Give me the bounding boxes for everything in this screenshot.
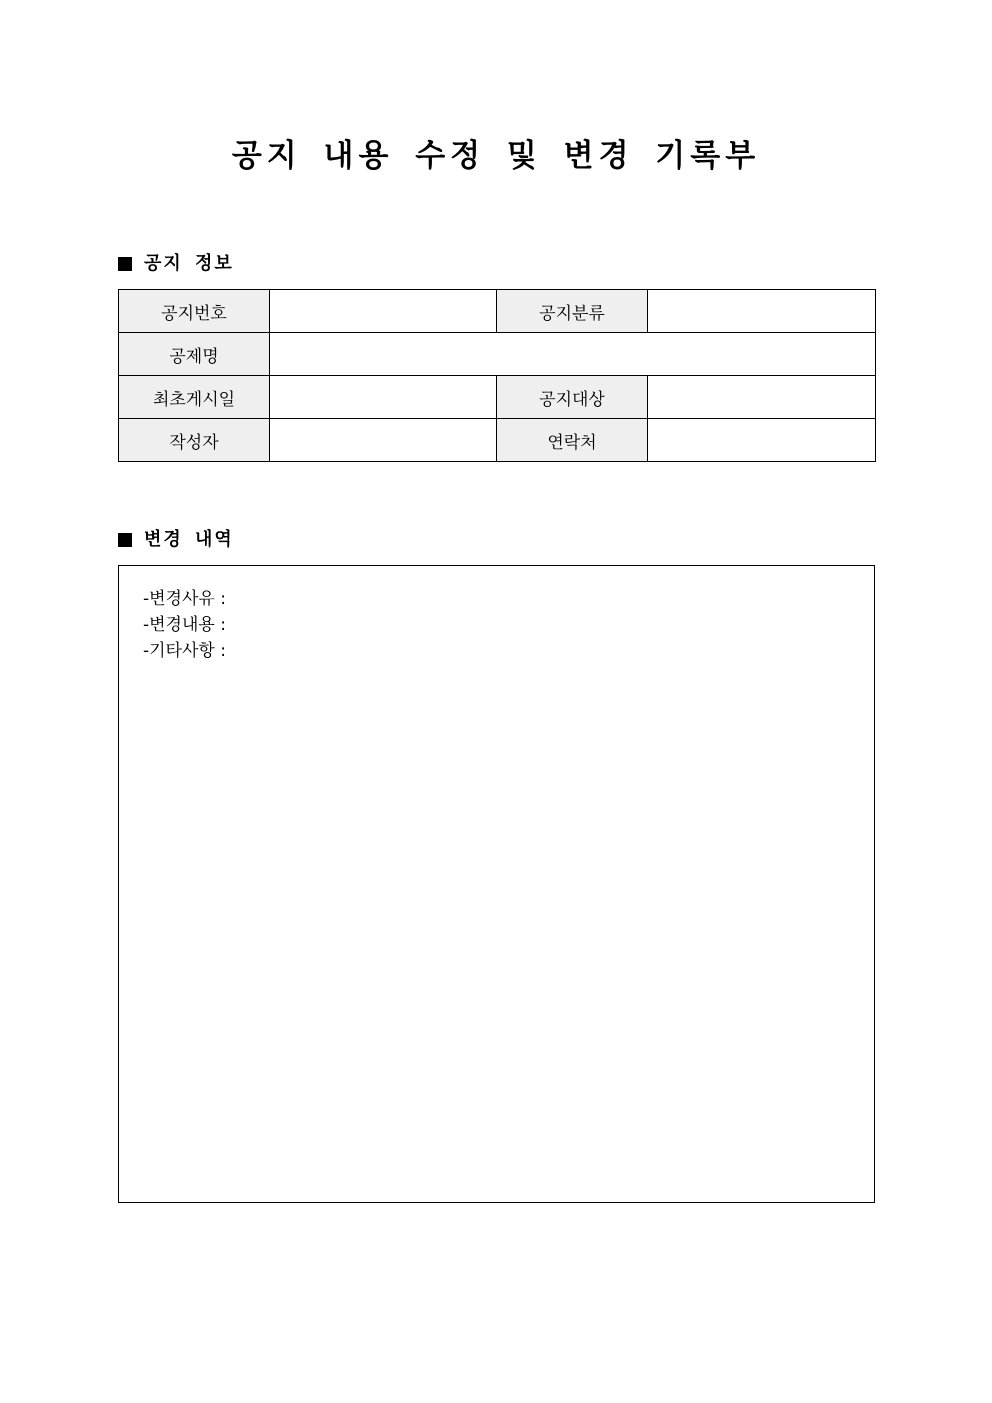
- notice-subject-label: 공제명: [119, 333, 270, 376]
- document-title: 공지 내용 수정 및 변경 기록부: [231, 138, 761, 174]
- square-bullet-icon: [118, 257, 132, 271]
- first-posted-date-field[interactable]: [270, 376, 497, 419]
- contact-field[interactable]: [648, 419, 876, 462]
- table-row: [119, 376, 876, 419]
- table-row: [119, 333, 876, 376]
- contact-label: 연락처: [497, 419, 648, 462]
- notice-subject-field[interactable]: [270, 333, 876, 376]
- section-heading-label: 공지 정보: [144, 253, 234, 274]
- notice-audience-label: 공지대상: [497, 376, 648, 419]
- section-heading-change-history: [118, 528, 234, 552]
- first-posted-date-label: 최초게시일: [119, 376, 270, 419]
- section-heading-label: 변경 내역: [144, 529, 234, 550]
- change-reason-line: -변경사유 :: [143, 589, 226, 609]
- table-row: [119, 290, 876, 333]
- notice-info-table: [118, 289, 876, 462]
- notice-number-field[interactable]: [270, 290, 497, 333]
- table-row: [119, 419, 876, 462]
- square-bullet-icon: [118, 533, 132, 547]
- change-history-box[interactable]: [118, 565, 875, 1203]
- change-content-line: -변경내용 :: [143, 615, 226, 635]
- author-field[interactable]: [270, 419, 497, 462]
- notice-number-label: 공지번호: [119, 290, 270, 333]
- section-heading-notice-info: [118, 252, 234, 276]
- notice-category-field[interactable]: [648, 290, 876, 333]
- notice-audience-field[interactable]: [648, 376, 876, 419]
- notice-category-label: 공지분류: [497, 290, 648, 333]
- other-notes-line: -기타사항 :: [143, 641, 226, 661]
- author-label: 작성자: [119, 419, 270, 462]
